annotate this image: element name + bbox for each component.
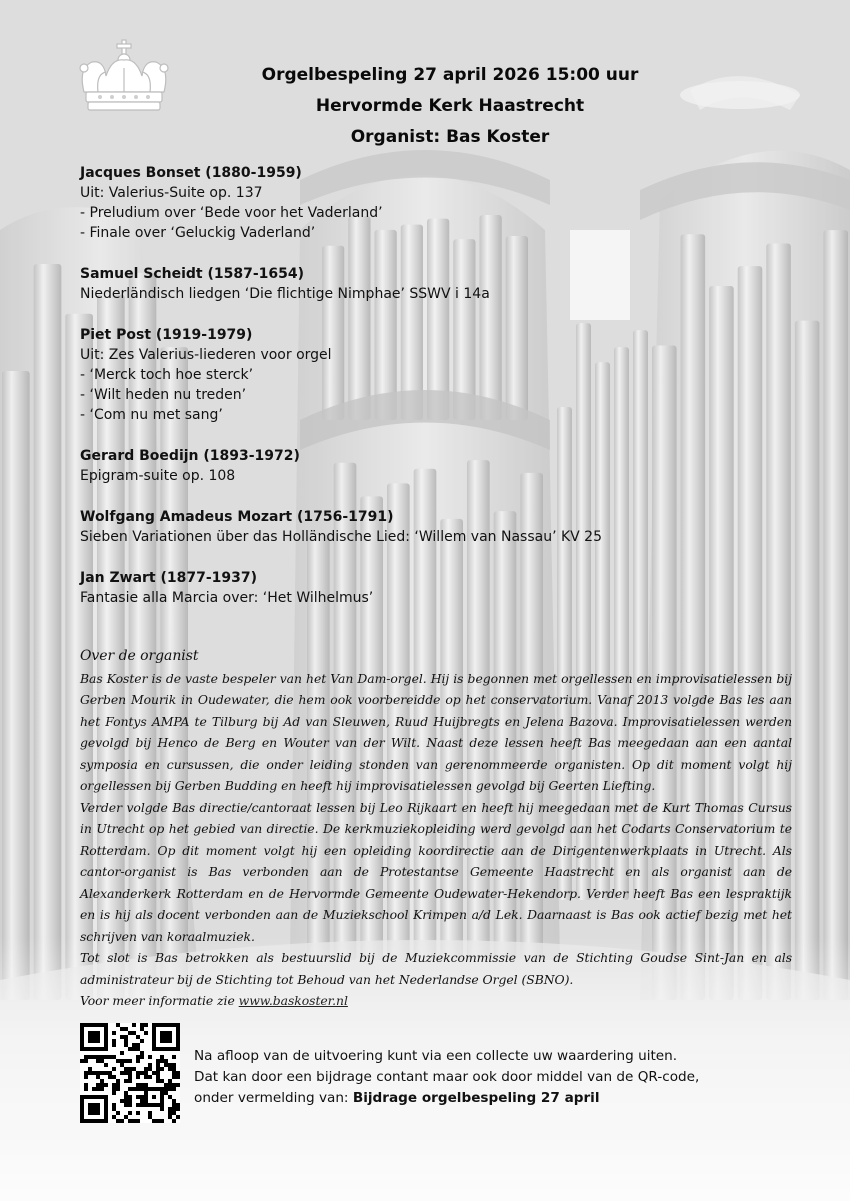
- composer-name: Jan Zwart (1877-1937): [80, 570, 258, 586]
- program-item: [80, 264, 780, 304]
- qr-code-icon[interactable]: [80, 1023, 180, 1123]
- work-line: - Preludium over ‘Bede voor het Vaderland’: [80, 205, 383, 221]
- program-item: [80, 507, 780, 547]
- about-paragraph: Tot slot is Bas betrokken als bestuurslid bij de Muziekcommissie van de Stichting Goudse Sint-Jan en als administrateur bij de Stichting tot Behoud van het Nederlandse Orgel (SBNO).: [80, 950, 792, 987]
- composer-name: Wolfgang Amadeus Mozart (1756-1791): [80, 509, 394, 525]
- website-link[interactable]: www.baskoster.nl: [238, 993, 348, 1008]
- concert-date-title: Orgelbespeling 27 april 2026 15:00 uur: [261, 65, 639, 85]
- composer-name: Jacques Bonset (1880-1959): [80, 165, 302, 181]
- collection-note: [194, 1046, 754, 1109]
- more-info-line: [80, 990, 792, 1012]
- footer-prefix: onder vermelding van:: [194, 1090, 353, 1106]
- work-line: Sieben Variationen über das Holländische Lied: ‘Willem van Nassau’ KV 25: [80, 529, 602, 545]
- more-info-label: Voor meer informatie zie: [80, 993, 239, 1008]
- composer-name: Piet Post (1919-1979): [80, 327, 253, 343]
- work-line: - ‘Com nu met sang’: [80, 407, 223, 423]
- program-item: [80, 568, 780, 608]
- composer-name: Samuel Scheidt (1587-1654): [80, 266, 305, 282]
- composer-name: Gerard Boedijn (1893-1972): [80, 448, 300, 464]
- work-line: - ‘Merck toch hoe sterck’: [80, 367, 254, 383]
- program-item: [80, 325, 780, 425]
- crown-icon: [78, 38, 170, 112]
- footer-line: Dat kan door een bijdrage contant maar ook door middel van de QR-code,: [194, 1069, 700, 1085]
- footer-line: [194, 1088, 754, 1109]
- payment-reference: Bijdrage orgelbespeling 27 april: [352, 1090, 600, 1106]
- work-line: - ‘Wilt heden nu treden’: [80, 387, 247, 403]
- program-item: [80, 446, 780, 486]
- work-line: Uit: Valerius-Suite op. 137: [80, 185, 263, 201]
- about-paragraph: Bas Koster is de vaste bespeler van het Van Dam-orgel. Hij is begonnen met orgellessen en improvisatielessen bij Gerben Mourik in Oudewater, die hem ook voorbereidde op het conservatorium. Vanaf 2013 volgde Bas les aan het Fontys AMPA te Tilburg bij Ad van Sleuwen, Ruud Huijbregts en Jelena Bazova. Improvisatielessen werden gevolgd bij Henco de Berg en Wouter van der Wilt. Naast deze lessen heeft Bas meegedaan aan een aantal symposia en cursussen, die onder leiding stonden van gerenommeerde organisten. Op dit moment volgt hij orgellessen bij Gerben Budding en heeft hij improvisatielessen gevolgd bij Geerten Liefting.: [80, 670, 792, 793]
- program-item: [80, 163, 780, 243]
- about-organist-section: [80, 646, 792, 1012]
- footer-line: Na afloop van de uitvoering kunt via een collecte uw waardering uiten.: [194, 1048, 678, 1064]
- work-line: Fantasie alla Marcia over: ‘Het Wilhelmus’: [80, 590, 374, 606]
- about-title: Over de organist: [80, 648, 199, 664]
- organist-name: Organist: Bas Koster: [350, 127, 550, 147]
- about-paragraph: Verder volgde Bas directie/cantoraat lessen bij Leo Rijkaart en heeft hij meegedaan met de Kurt Thomas Cursus in Utrecht op het gebied van directie. De kerkmuziekopleiding werd gevolgd aan het Codarts Conservatorium te Rotterdam. Op dit moment volgt hij een opleiding koordirectie aan de Dirigentenwerkplaats in Utrecht. Als cantor-organist is Bas verbonden aan de Protestantse Gemeente Haastrecht en als organist aan de Alexanderkerk Rotterdam en de Hervormde Gemeente Oudewater-Hekendorp. Verder heeft Bas een lespraktijk en is hij als docent verbonden aan de Muziekschool Krimpen a/d Lek. Daarnaast is Bas ook actief bezig met het schrijven van koraalmuziek.: [80, 799, 792, 944]
- program-list: [80, 163, 780, 629]
- church-name: Hervormde Kerk Haastrecht: [315, 96, 585, 116]
- concert-header: [200, 60, 700, 153]
- work-line: Epigram-suite op. 108: [80, 468, 236, 484]
- work-line: - Finale over ‘Geluckig Vaderland’: [80, 225, 316, 241]
- work-line: Uit: Zes Valerius-liederen voor orgel: [80, 347, 332, 363]
- work-line: Niederländisch liedgen ‘Die flichtige Nimphae’ SSWV i 14a: [80, 286, 490, 302]
